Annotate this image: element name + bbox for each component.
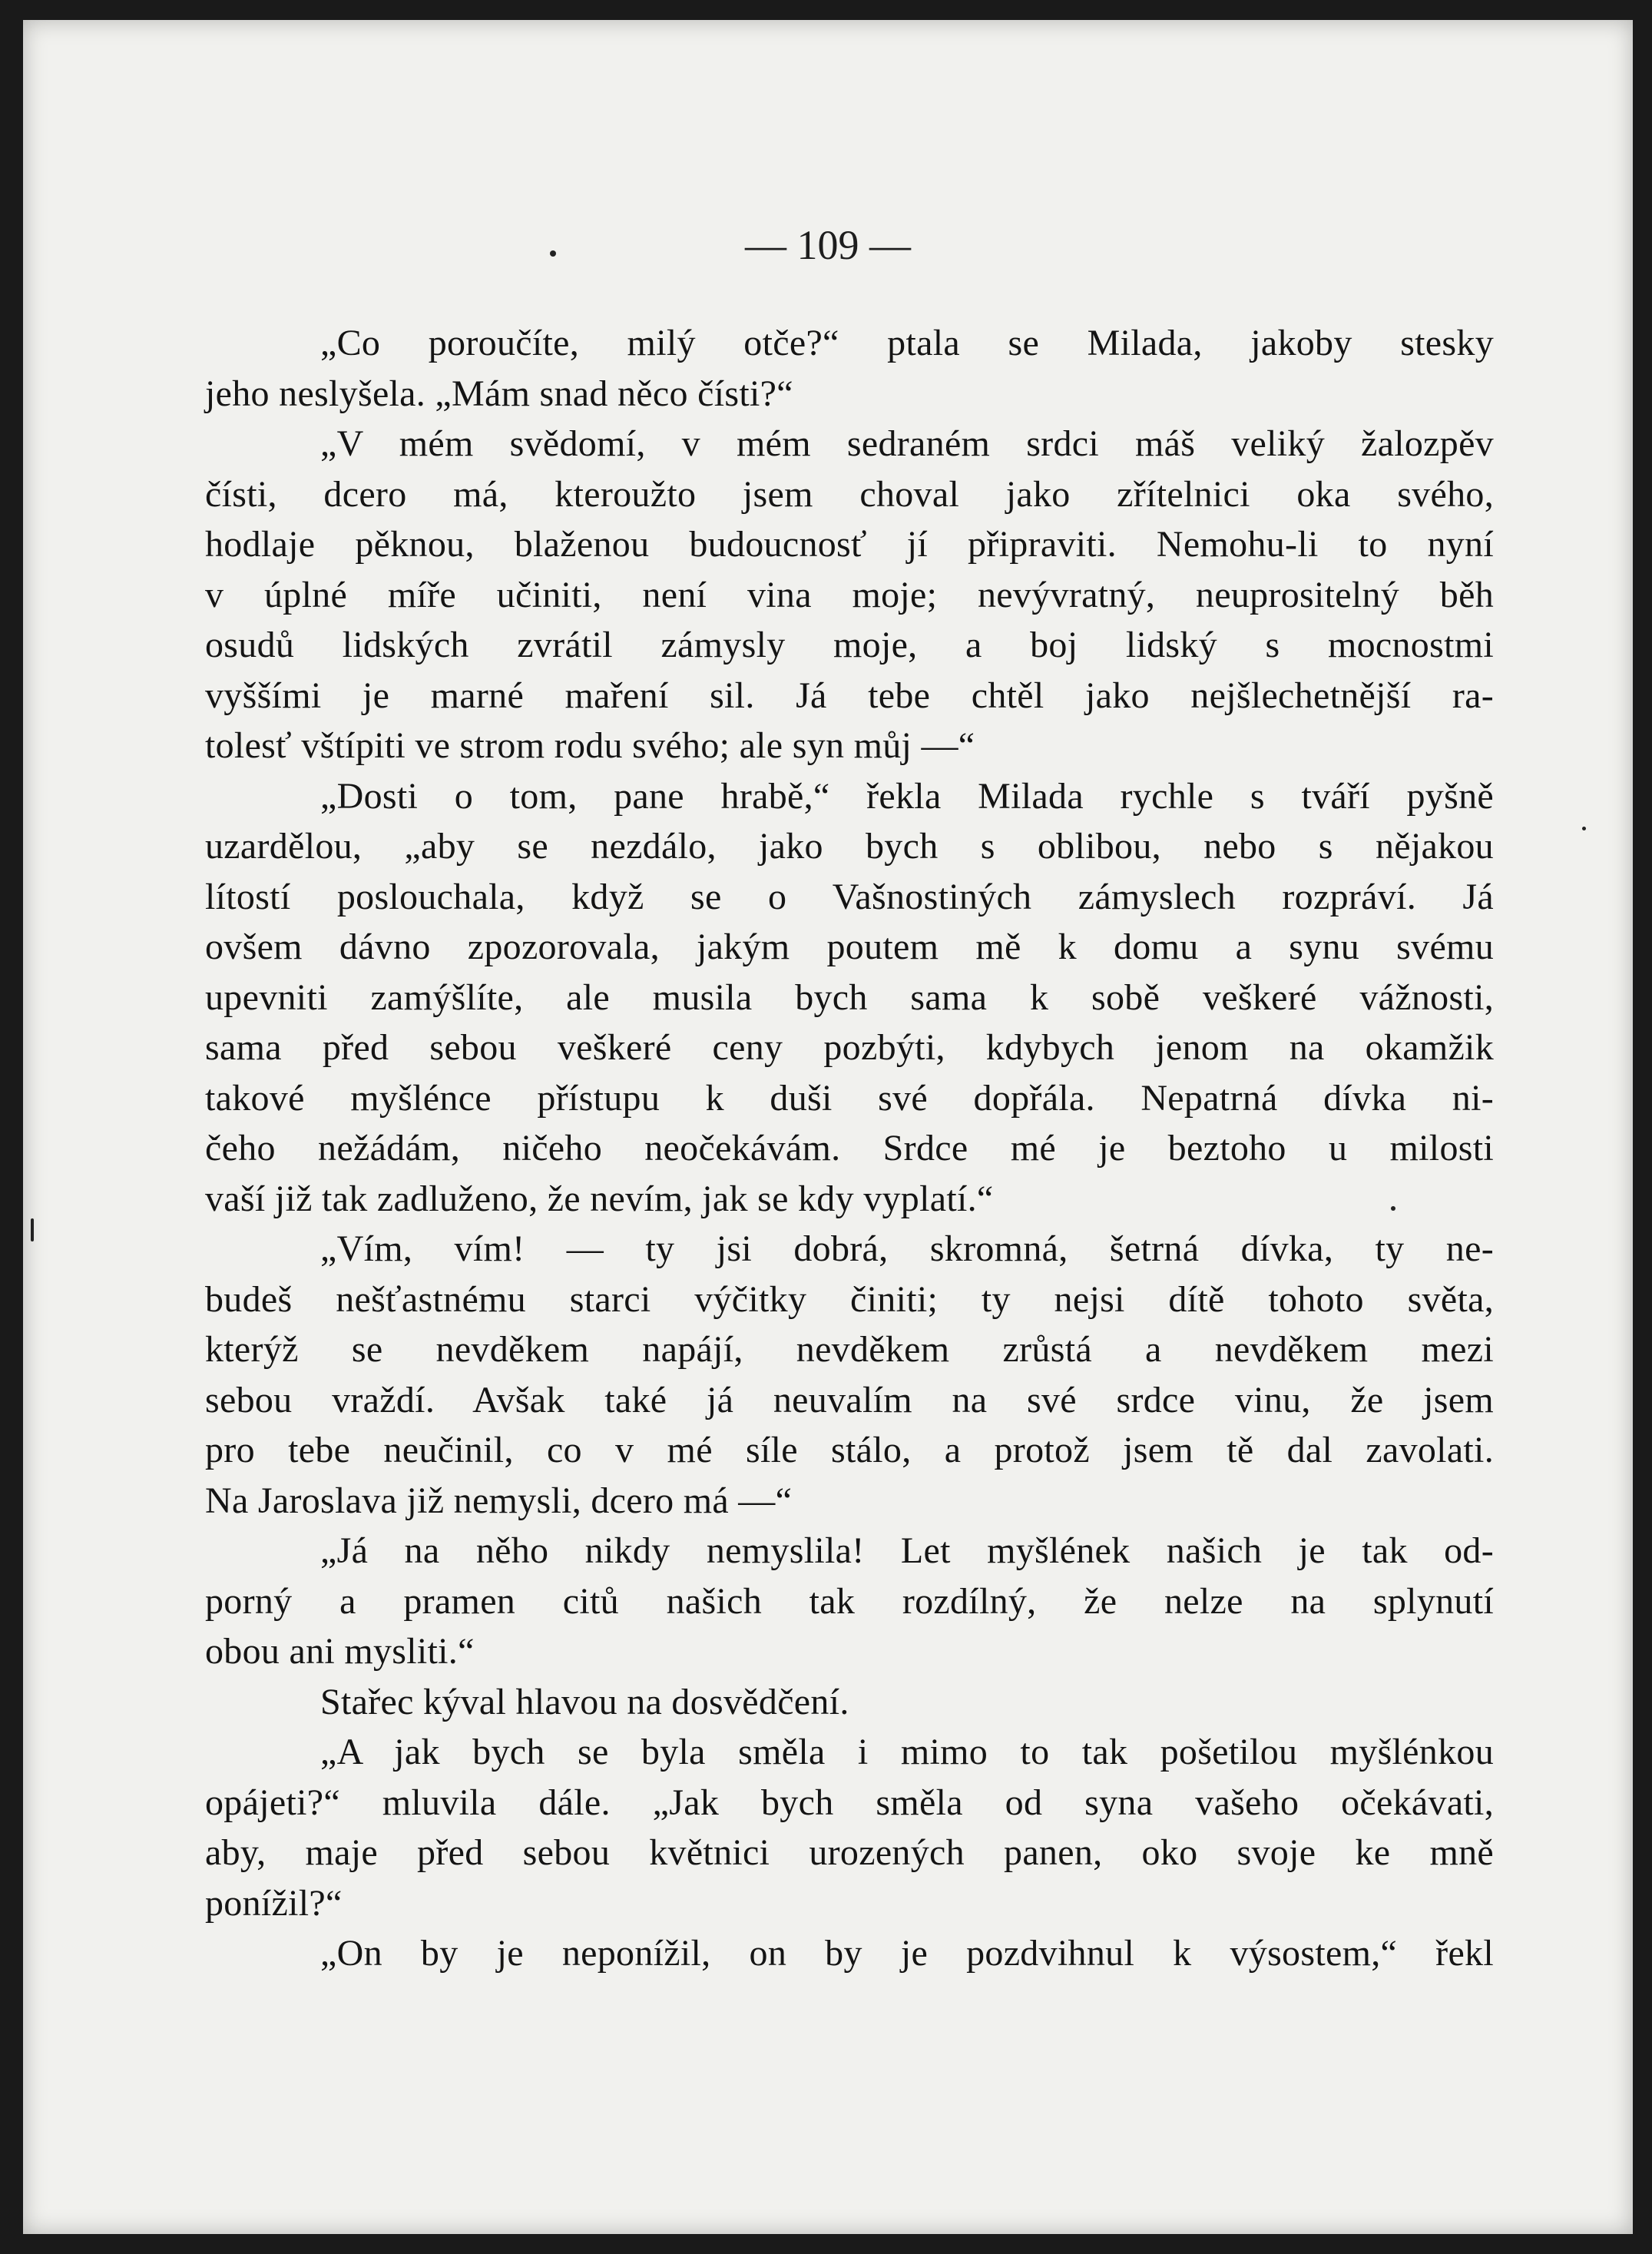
text-line: vaší již tak zadluženo, že nevím, jak se kdy vyplatí.“	[205, 1178, 994, 1219]
text-line: lítostí poslouchala, když se o Vašnostiných zámyslech rozpráví. Já	[205, 876, 1494, 917]
text-line: osudů lidských zvrátil zámysly moje, a boj lidský s mocnostmi	[205, 625, 1494, 665]
text-line: aby, maje před sebou květnici urozených panen, oko svoje ke mně	[205, 1832, 1494, 1873]
text-line: kterýž se nevděkem napájí, nevděkem zrůstá a nevděkem mezi	[205, 1329, 1494, 1370]
text-line: sama před sebou veškeré ceny pozbýti, kdybych jenom na okamžik	[205, 1027, 1494, 1068]
text-line: sebou vraždí. Avšak také já neuvalím na své srdce vinu, že jsem	[205, 1379, 1494, 1420]
text-line: obou ani mysliti.“	[205, 1631, 475, 1672]
text-line: čísti, dcero má, kteroužto jsem choval jako zřítelnici oka svého,	[205, 473, 1494, 515]
text-line: „On by je neponížil, on by je pozdvihnul k výsostem,“ řekl	[320, 1933, 1494, 1974]
text-line: hodlaje pěknou, blaženou budoucnosť jí připraviti. Nemohu-li to nyní	[205, 524, 1494, 565]
text-line: ovšem dávno zpozorovala, jakým poutem mě k domu a synu svému	[205, 926, 1494, 967]
text-line: „Co poroučíte, milý otče?“ ptala se Milada, jakoby stesky	[320, 323, 1494, 363]
text-line: vyššími je marné maření sil. Já tebe chtěl jako nejšlechetnější ra-	[205, 675, 1494, 716]
page-number: — 109 —	[745, 222, 911, 268]
book-page	[23, 20, 1633, 2234]
text-line: „A jak bych se byla směla i mimo to tak pošetilou myšlénkou	[320, 1732, 1494, 1772]
text-line: „Vím, vím! — ty jsi dobrá, skromná, šetrná dívka, ty ne-	[320, 1228, 1494, 1269]
text-line: v úplné míře učiniti, není vina moje; nevývratný, neuprositelný běh	[205, 574, 1494, 615]
text-line: takové myšlénce přístupu k duši své dopřála. Nepatrná dívka ni-	[205, 1077, 1494, 1119]
text-line: uzardělou, „aby se nezdálo, jako bych s oblibou, nebo s nějakou	[205, 826, 1494, 867]
text-line: pro tebe neučinil, co v mé síle stálo, a protož jsem tě dal zavolati.	[205, 1430, 1494, 1470]
text-line: „Já na něho nikdy nemyslila! Let myšlének našich je tak od-	[320, 1530, 1494, 1571]
text-line: upevniti zamýšlíte, ale musila bych sama k sobě veškeré vážnosti,	[205, 976, 1494, 1018]
text-line: opájeti?“ mluvila dále. „Jak bych směla od syna vašeho očekávati,	[205, 1782, 1494, 1823]
text-line: „V mém svědomí, v mém sedraném srdci máš veliký žalozpěv	[320, 423, 1494, 464]
text-line: Na Jaroslava již nemysli, dcero má —“	[205, 1480, 793, 1521]
text-line: porný a pramen citů našich tak rozdílný, že nelze na splynutí	[205, 1580, 1494, 1622]
text-line: ponížil?“	[205, 1882, 343, 1924]
body-text	[205, 318, 1494, 1979]
text-line: čeho nežádám, ničeho neočekávám. Srdce mé je beztoho u milosti	[205, 1128, 1494, 1168]
text-line: jeho neslyšela. „Mám snad něco čísti?“	[205, 373, 793, 414]
text-line: „Dosti o tom, pane hrabě,“ řekla Milada rychle s tváří pyšně	[320, 775, 1494, 817]
text-line: Stařec kýval hlavou na dosvědčení.	[320, 1681, 849, 1722]
text-line: budeš nešťastnému starci výčitky činiti; ty nejsi dítě tohoto světa,	[205, 1278, 1494, 1320]
text-line: tolesť vštípiti ve strom rodu svého; ale syn můj —“	[205, 725, 975, 766]
